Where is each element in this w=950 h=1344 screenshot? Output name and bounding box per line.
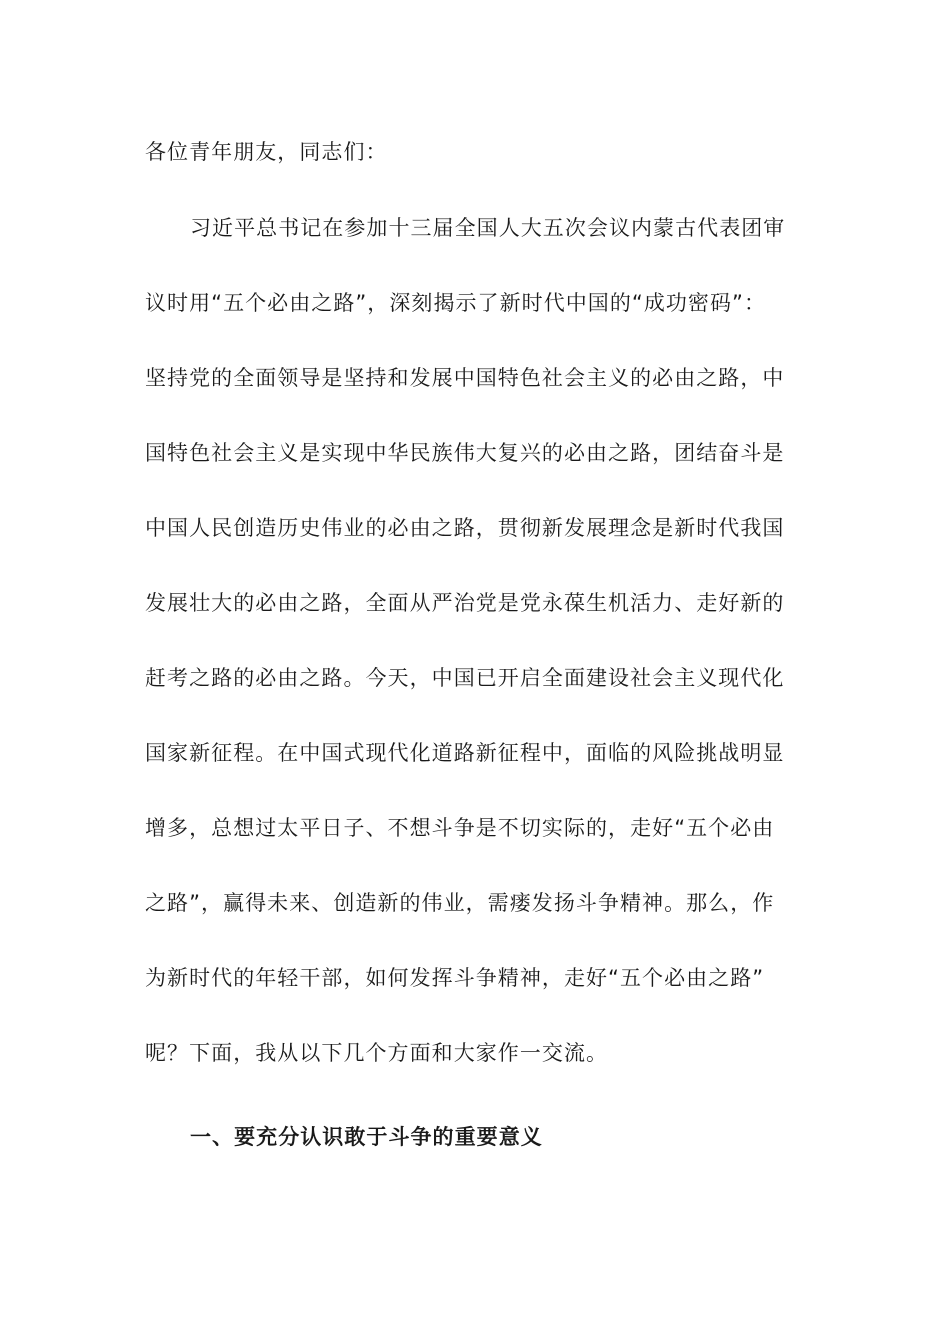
salutation: 各位青年朋友，同志们： bbox=[145, 140, 388, 164]
paragraph-line-10: 之路”，赢得未来、创造新的伟业，需瘘发扬斗争精神。那么，作 bbox=[145, 891, 775, 915]
paragraph-line-11: 为新时代的年轻干部，如何发挥斗争精神，走好“五个必由之路” bbox=[145, 966, 765, 990]
paragraph-line-3: 坚持党的全面领导是坚持和发展中国特色社会主义的必由之路，中 bbox=[145, 366, 785, 390]
section-heading: 一、要充分认识敢于斗争的重要意义 bbox=[190, 1125, 543, 1149]
paragraph-line-7: 赶考之路的必由之路。今天，中国已开启全面建设社会主义现代化 bbox=[145, 666, 785, 690]
paragraph-line-8: 国家新征程。在中国式现代化道路新征程中，面临的风险挑战明显 bbox=[145, 741, 785, 765]
paragraph-line-4: 国特色社会主义是实现中华民族伟大复兴的必由之路，团结奋斗是 bbox=[145, 441, 785, 465]
paragraph-line-1: 习近平总书记在参加十三届全国人大五次会议内蒙古代表团审 bbox=[190, 216, 786, 240]
paragraph-line-12: 呢？下面，我从以下几个方面和大家作一交流。 bbox=[145, 1041, 609, 1065]
paragraph-line-6: 发展壮大的必由之路，全面从严治党是党永葆生机活力、走好新的 bbox=[145, 591, 785, 615]
paragraph-line-5: 中国人民创造历史伟业的必由之路，贯彻新发展理念是新时代我国 bbox=[145, 516, 785, 540]
paragraph-line-9: 增多，总想过太平日子、不想斗争是不切实际的，走好“五个必由 bbox=[145, 816, 775, 840]
paragraph-line-2: 议时用“五个必由之路”，深刻揭示了新时代中国的“成功密码”： bbox=[145, 291, 767, 315]
